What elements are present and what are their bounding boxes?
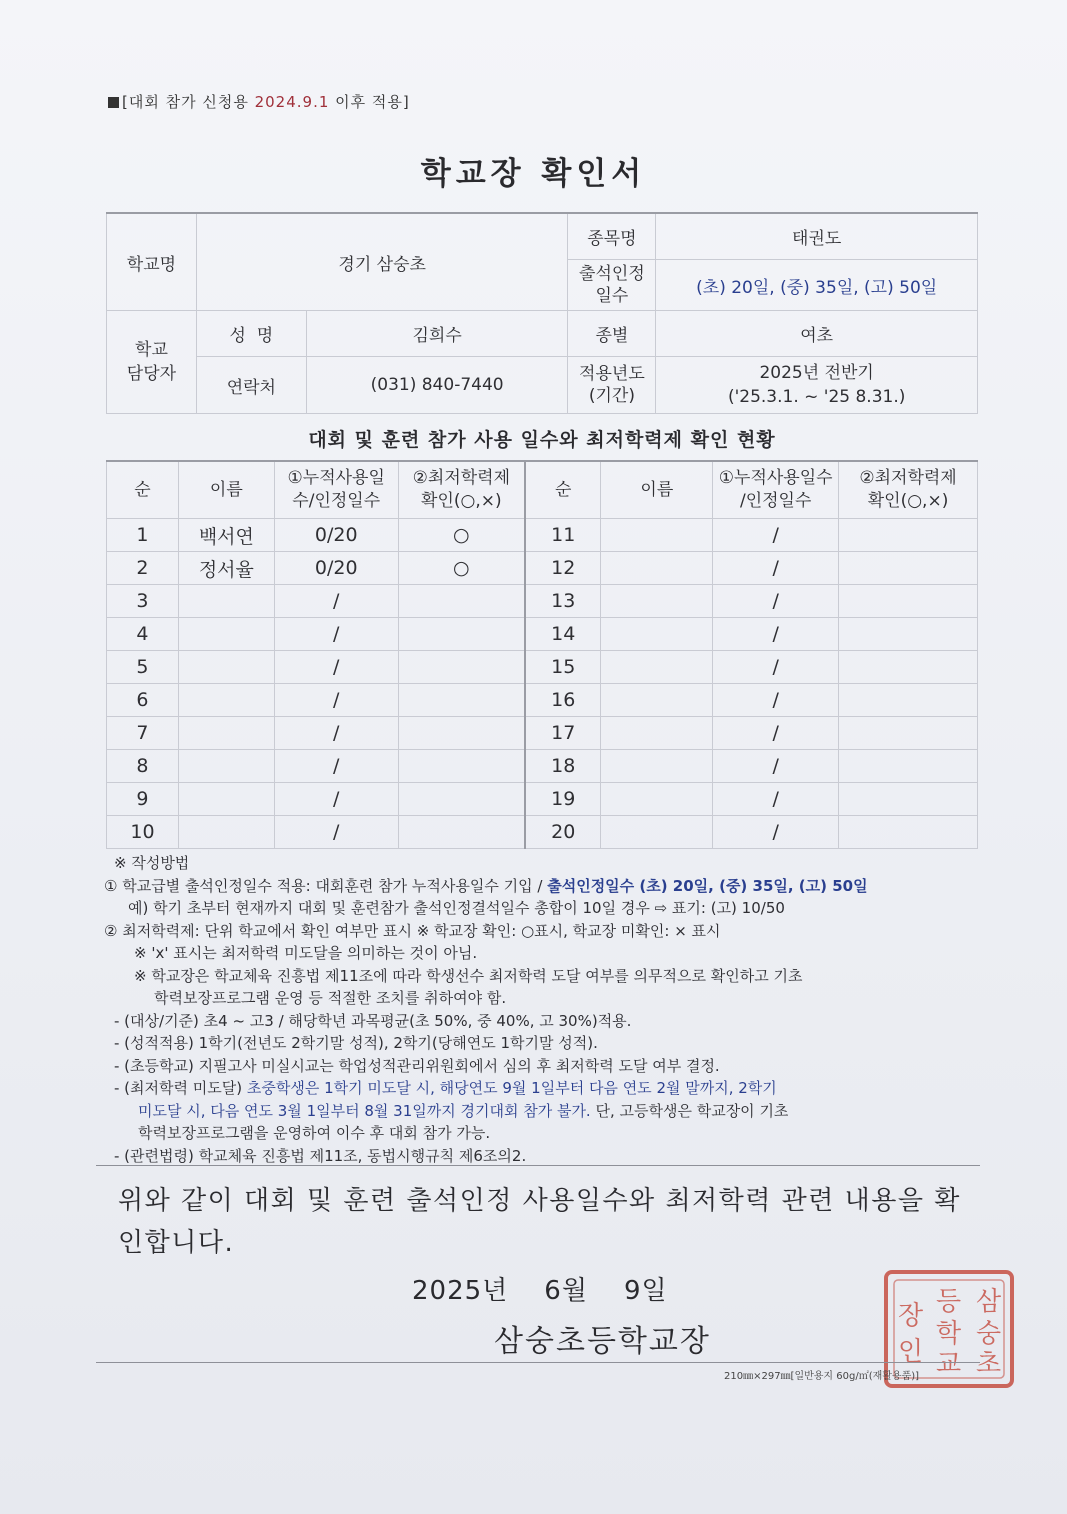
min-achievement-check-cell xyxy=(398,585,525,618)
section-title: 대회 및 훈련 참가 사용 일수와 최저학력제 확인 현황 xyxy=(308,429,776,451)
student-name-cell xyxy=(601,585,713,618)
student-name-cell xyxy=(178,618,274,651)
divider xyxy=(96,1165,980,1166)
row-number-cell: 19 xyxy=(525,783,601,816)
sport-label: 종목명 xyxy=(568,213,656,260)
student-name-cell xyxy=(178,816,274,849)
attendance-emphasis: 출석인정일수 (초) 20일, (중) 35일, (고) 50일 xyxy=(547,876,868,895)
days-used-cell: / xyxy=(713,552,839,585)
days-used-cell: / xyxy=(274,585,398,618)
min-achievement-check-cell: ○ xyxy=(398,552,525,585)
row-number-cell: 13 xyxy=(525,585,601,618)
min-achievement-check-cell xyxy=(839,750,978,783)
row-number-cell: 1 xyxy=(107,519,179,552)
row-number-cell: 15 xyxy=(525,651,601,684)
name-value: 김희수 xyxy=(306,311,568,357)
min-achievement-check-cell xyxy=(839,816,978,849)
table-row xyxy=(107,585,978,618)
min-achievement-check-cell xyxy=(398,783,525,816)
days-used-cell: / xyxy=(274,750,398,783)
instructions xyxy=(104,852,984,1167)
roster-body xyxy=(107,519,978,849)
school-label: 학교명 xyxy=(107,213,197,311)
days-used-cell: / xyxy=(274,783,398,816)
row-number-cell: 6 xyxy=(107,684,179,717)
student-name-cell xyxy=(601,717,713,750)
table-row xyxy=(107,750,978,783)
days-used-cell: / xyxy=(713,750,839,783)
period-value: ('25.3.1. ~ '25 8.31.) xyxy=(727,387,906,407)
student-name-cell xyxy=(601,750,713,783)
min-achievement-check-cell xyxy=(839,552,978,585)
min-achievement-check-cell: ○ xyxy=(398,519,525,552)
document-title: 학교장 확인서 xyxy=(420,156,647,192)
confirmation-text: 위와 같이 대회 및 훈련 출석인정 사용일수와 최저학력 관련 내용을 확인합니다. xyxy=(118,1186,961,1258)
table-row xyxy=(107,552,978,585)
svg-text:장: 장 xyxy=(898,1301,924,1331)
days-used-cell: / xyxy=(713,651,839,684)
category-value: 여초 xyxy=(656,311,978,357)
col-num-header: 순 xyxy=(107,461,179,519)
col-days-header: ①누적사용일 수/인정일수 xyxy=(274,461,398,519)
note-line: - (초등학교) 지필고사 미실시교는 학업성적관리위원회에서 심의 후 최저학력 도달 여부 결정. xyxy=(114,1056,720,1075)
days-used-cell: / xyxy=(274,816,398,849)
table-row xyxy=(107,651,978,684)
date-year: 2025년 xyxy=(412,1276,509,1306)
table-row xyxy=(107,717,978,750)
row-number-cell: 17 xyxy=(525,717,601,750)
date-month: 6월 xyxy=(544,1276,588,1306)
student-name-cell xyxy=(178,717,274,750)
school-value: 경기 삼숭초 xyxy=(196,213,568,311)
table-row xyxy=(107,783,978,816)
min-achievement-check-cell xyxy=(398,717,525,750)
row-number-cell: 20 xyxy=(525,816,601,849)
roster-header-row xyxy=(107,461,978,519)
days-used-cell: / xyxy=(274,651,398,684)
student-name-cell xyxy=(178,651,274,684)
notes-heading: ※ 작성방법 xyxy=(114,854,190,872)
min-achievement-check-cell xyxy=(839,783,978,816)
student-name-cell xyxy=(178,684,274,717)
row-number-cell: 4 xyxy=(107,618,179,651)
days-used-cell: / xyxy=(713,618,839,651)
manager-label: 학교 담당자 xyxy=(107,311,197,414)
row-number-cell: 2 xyxy=(107,552,179,585)
min-achievement-check-cell xyxy=(839,684,978,717)
row-number-cell: 7 xyxy=(107,717,179,750)
col-num-header: 순 xyxy=(525,461,601,519)
row-number-cell: 8 xyxy=(107,750,179,783)
col-check-header: ②최저학력제 확인(○,×) xyxy=(839,461,978,519)
student-name-cell: 정서율 xyxy=(178,552,274,585)
square-bullet-icon xyxy=(108,97,119,108)
svg-text:교: 교 xyxy=(936,1349,962,1379)
student-name-cell xyxy=(601,519,713,552)
student-name-cell xyxy=(601,816,713,849)
table-row xyxy=(107,519,978,552)
row-number-cell: 10 xyxy=(107,816,179,849)
svg-text:등: 등 xyxy=(936,1287,962,1317)
row-number-cell: 3 xyxy=(107,585,179,618)
col-days-header: ①누적사용일수 /인정일수 xyxy=(713,461,839,519)
header-note: [대회 참가 신청용 2024.9.1 이후 적용] xyxy=(108,91,410,112)
note-line: 학력보장프로그램 운영 등 적절한 조치를 취하여야 함. xyxy=(154,989,507,1007)
note-line: ② 최저학력제: 단위 학교에서 확인 여부만 표시 ※ 학교장 확인: ○표시, 학교장 미확인: × 표시 xyxy=(104,921,721,940)
days-used-cell: / xyxy=(274,717,398,750)
col-name-header: 이름 xyxy=(178,461,274,519)
svg-text:인: 인 xyxy=(898,1337,924,1367)
student-name-cell xyxy=(178,783,274,816)
days-used-cell: / xyxy=(713,816,839,849)
note-line: 학력보장프로그램을 운영하여 이수 후 대회 참가 가능. xyxy=(138,1124,491,1142)
sport-value: 태권도 xyxy=(656,213,978,260)
row-number-cell: 11 xyxy=(525,519,601,552)
min-achievement-check-cell xyxy=(839,618,978,651)
student-name-cell xyxy=(601,684,713,717)
student-name-cell xyxy=(601,552,713,585)
col-name-header: 이름 xyxy=(601,461,713,519)
row-number-cell: 12 xyxy=(525,552,601,585)
min-achievement-check-cell xyxy=(839,651,978,684)
col-check-header: ②최저학력제 확인(○,×) xyxy=(398,461,525,519)
year-label: 적용년도 (기간) xyxy=(568,357,656,414)
attendance-value: (초) 20일, (중) 35일, (고) 50일 xyxy=(656,260,978,311)
category-label: 종별 xyxy=(568,311,656,357)
student-name-cell: 백서연 xyxy=(178,519,274,552)
note-line: 미도달 시, 다음 연도 3월 1일부터 8월 31일까지 경기대회 참가 불가. 단, 고등학생은 학교장이 기초 xyxy=(138,1101,789,1120)
min-achievement-check-cell xyxy=(839,585,978,618)
row-number-cell: 5 xyxy=(107,651,179,684)
divider xyxy=(96,1362,980,1363)
applied-date: 2024.9.1 xyxy=(254,93,330,111)
row-number-cell: 16 xyxy=(525,684,601,717)
svg-text:삼: 삼 xyxy=(976,1287,1002,1317)
signer-title: 삼숭초등학교장 xyxy=(494,1324,711,1359)
days-used-cell: / xyxy=(713,519,839,552)
roster-table xyxy=(106,460,978,849)
svg-text:초: 초 xyxy=(976,1349,1002,1379)
student-name-cell xyxy=(601,783,713,816)
days-used-cell: / xyxy=(713,585,839,618)
days-used-cell: / xyxy=(713,684,839,717)
year-value: 2025년 전반기 xyxy=(759,363,874,383)
note-line: ※ 학교장은 학교체육 진흥법 제11조에 따라 학생선수 최저학력 도달 여부를 의무적으로 확인하고 기초 xyxy=(134,966,803,985)
note-line: - (관련법령) 학교체육 진흥법 제11조, 동법시행규칙 제6조의2. xyxy=(114,1146,527,1165)
contact-label: 연락처 xyxy=(196,357,306,414)
note-line: ※ 'x' 표시는 최저학력 미도달을 의미하는 것이 아님. xyxy=(134,944,478,962)
student-name-cell xyxy=(178,585,274,618)
svg-text:숭: 숭 xyxy=(976,1319,1002,1349)
signing-date xyxy=(412,1270,704,1307)
row-number-cell: 14 xyxy=(525,618,601,651)
row-number-cell: 9 xyxy=(107,783,179,816)
days-used-cell: / xyxy=(274,684,398,717)
days-used-cell: / xyxy=(274,618,398,651)
table-row xyxy=(107,618,978,651)
note-line: - (성적적용) 1학기(전년도 2학기말 성적), 2학기(당해연도 1학기말 성적). xyxy=(114,1034,598,1052)
days-used-cell: 0/20 xyxy=(274,519,398,552)
paper-spec: 210㎜×297㎜[일반용지 60g/㎡(재활용품)] xyxy=(724,1371,920,1382)
days-used-cell: / xyxy=(713,783,839,816)
table-row xyxy=(107,684,978,717)
svg-text:학: 학 xyxy=(936,1319,962,1349)
note-line: 예) 학기 초부터 현재까지 대회 및 훈련참가 출석인정결석일수 총합이 10일 경우 ⇨ 표기: (고) 10/50 xyxy=(128,899,785,917)
min-achievement-check-cell xyxy=(398,816,525,849)
student-name-cell xyxy=(601,651,713,684)
date-day: 9일 xyxy=(623,1276,668,1306)
table-row xyxy=(107,816,978,849)
contact-value: (031) 840-7440 xyxy=(306,357,568,414)
min-achievement-check-cell xyxy=(839,519,978,552)
student-name-cell xyxy=(178,750,274,783)
attendance-label: 출석인정 일수 xyxy=(568,260,656,311)
min-achievement-check-cell xyxy=(398,651,525,684)
min-achievement-check-cell xyxy=(839,717,978,750)
min-achievement-check-cell xyxy=(398,684,525,717)
note-line: - (최저학력 미도달) 초중학생은 1학기 미도달 시, 해당연도 9월 1일부터 다음 연도 2월 말까지, 2학기 xyxy=(114,1079,777,1097)
year-cell xyxy=(656,357,978,414)
days-used-cell: / xyxy=(713,717,839,750)
name-label: 성 명 xyxy=(196,311,306,357)
note-line: ① 학교급별 출석인정일수 적용: 대회훈련 참가 누적사용일수 기입 / 출석인정일수 (초) 20일, (중) 35일, (고) 50일 xyxy=(104,876,868,895)
student-name-cell xyxy=(601,618,713,651)
min-achievement-check-cell xyxy=(398,750,525,783)
row-number-cell: 18 xyxy=(525,750,601,783)
days-used-cell: 0/20 xyxy=(274,552,398,585)
info-table xyxy=(106,212,978,414)
note-line: - (대상/기준) 초4 ~ 고3 / 해당학년 과목평균(초 50%, 중 40%, 고 30%)적용. xyxy=(114,1011,632,1030)
min-achievement-check-cell xyxy=(398,618,525,651)
